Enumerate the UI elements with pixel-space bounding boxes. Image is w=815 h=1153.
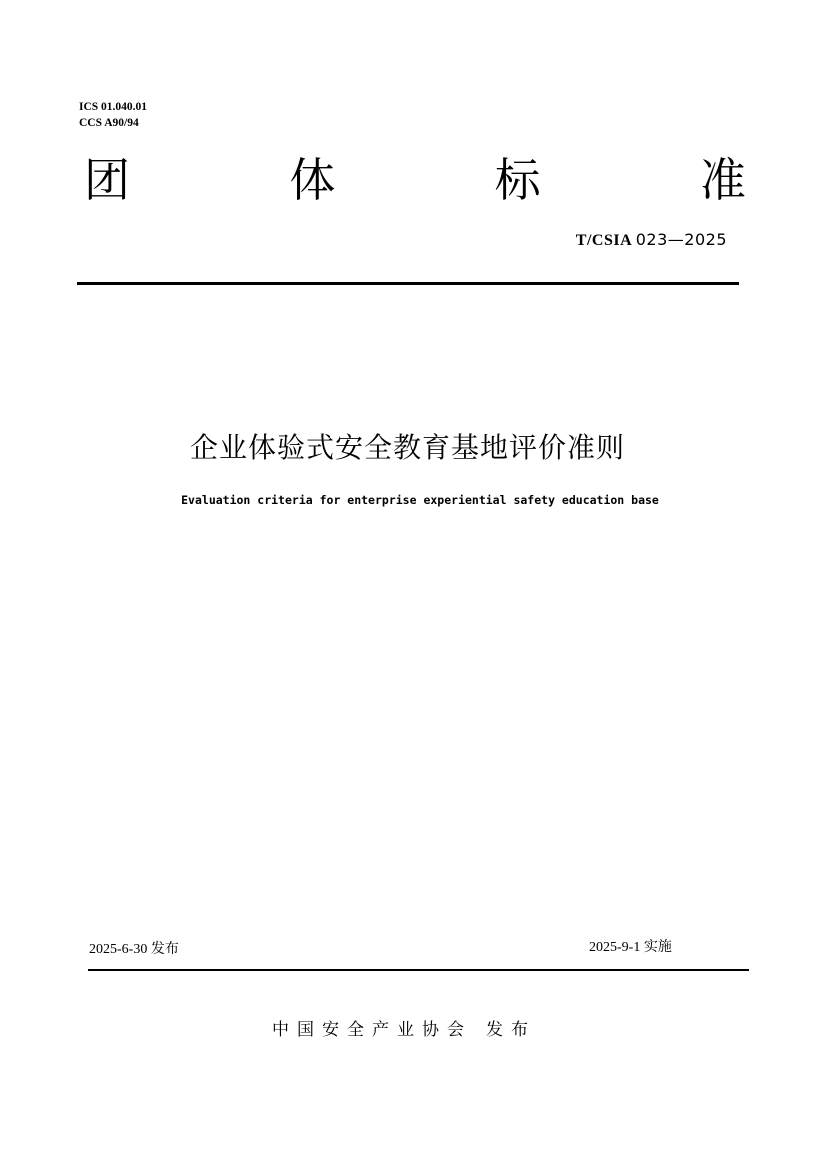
implementation-date: 2025-9-1 实施: [589, 940, 672, 955]
standard-number-year: 023—2025: [635, 230, 727, 249]
publisher-line: [0, 1018, 808, 1042]
bottom-divider: [88, 969, 749, 971]
ics-code: ICS 01.040.01: [79, 101, 148, 113]
publisher-action: 发布: [486, 1020, 536, 1040]
top-divider: [77, 282, 739, 285]
classification-codes: [79, 99, 147, 131]
standard-type-char-3: 标: [494, 153, 541, 207]
ccs-code: CCS A90/94: [79, 117, 139, 129]
document-title-english: Evaluation criteria for enterprise experiential safety education base: [181, 493, 659, 507]
standard-type-heading: [84, 150, 746, 210]
standard-number-code: T/CSIA: [575, 232, 636, 249]
document-title-chinese: 企业体验式安全教育基地评价准则: [189, 431, 625, 464]
standard-type-char-4: 准: [699, 153, 746, 207]
standard-type-char-1: 团: [84, 153, 130, 207]
standard-type-char-2: 体: [289, 153, 336, 207]
standard-number: [576, 230, 727, 250]
publisher-name: 中国安全产业协会: [272, 1020, 472, 1040]
publish-date: 2025-6-30 发布: [89, 942, 179, 957]
